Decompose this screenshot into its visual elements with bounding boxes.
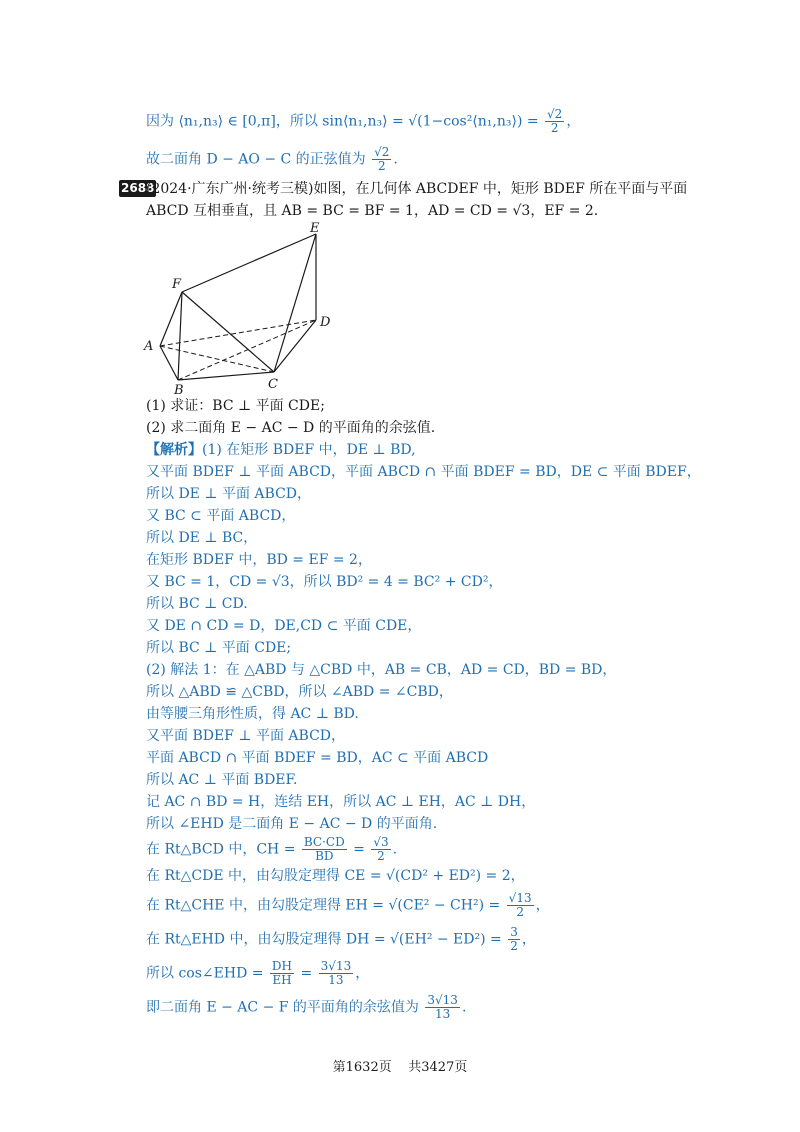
solution-s16: 所以 AC ⊥ 平面 BDEF.	[146, 772, 298, 788]
question-1: (1) 求证：BC ⊥ 平面 CDE;	[146, 398, 325, 414]
s24-tail: .	[461, 999, 467, 1016]
solution-s22	[146, 926, 536, 953]
problem-line-2: ABCD 互相垂直，且 AB = BC = BF = 1，AD = CD = √3，EF = 2.	[146, 203, 599, 219]
solution-s18: 所以 ∠EHD 是二面角 E − AC − D 的平面角.	[146, 816, 438, 832]
top-line-1	[146, 108, 580, 135]
s23-text: 所以 cos∠EHD =	[146, 965, 268, 982]
fraction-numerator: √2	[374, 145, 390, 159]
edge-EC	[274, 234, 316, 372]
solution-s23	[146, 960, 369, 987]
fraction-numerator: √13	[508, 891, 532, 905]
label-A: A	[144, 339, 154, 354]
edge-FE	[182, 234, 316, 292]
s21-text: 在 Rt△CHE 中，由勾股定理得 EH = √(CE² − CH²) =	[146, 897, 505, 914]
fraction-denominator: 2	[377, 849, 385, 863]
label-B: B	[174, 383, 184, 394]
s19-tail: .	[392, 841, 398, 858]
solution-s6: 在矩形 BDEF 中，BD = EF = 2，	[146, 552, 372, 568]
s19-equals: =	[348, 841, 370, 858]
s23-fraction-2	[319, 960, 354, 987]
label-F: F	[172, 277, 182, 292]
s19-text: 在 Rt△BCD 中，CH =	[146, 841, 300, 858]
solution-s14: 又平面 BDEF ⊥ 平面 ABCD，	[146, 728, 346, 744]
solution-s3: 所以 DE ⊥ 平面 ABCD，	[146, 486, 312, 502]
fraction-numerator: BC·CD	[303, 835, 345, 849]
footer-total-pages: 共3427页	[408, 1060, 468, 1075]
top-line-2	[146, 146, 398, 173]
fraction-denominator: 2	[377, 159, 386, 173]
solution-s11: (2) 解法 1：在 △ABD 与 △CBD 中，AB = CB，AD = CD，BD = BD，	[146, 662, 617, 678]
s21-tail: ，	[535, 897, 550, 914]
solution-s19	[146, 836, 397, 863]
solution-s10: 所以 BC ⊥ 平面 CDE;	[146, 640, 292, 656]
top-line-2-text: 故二面角 D − AO − C 的正弦值为	[146, 151, 371, 168]
edge-FC	[182, 292, 274, 372]
fraction-numerator: 3√13	[427, 993, 458, 1007]
s21-fraction	[507, 892, 534, 919]
fraction-numerator: 3√13	[320, 959, 352, 973]
s19-fraction-2	[371, 836, 390, 863]
solution-s8: 所以 BC ⊥ CD.	[146, 596, 248, 612]
edge-AC-dashed	[160, 346, 274, 372]
solution-s9: 又 DE ∩ CD = D，DE,CD ⊂ 平面 CDE，	[146, 618, 422, 634]
top-line-2-tail: .	[393, 151, 398, 168]
fraction-numerator: √2	[547, 107, 563, 121]
solution-s12: 所以 △ABD ≌ △CBD，所以 ∠ABD = ∠CBD，	[146, 684, 453, 700]
fraction-denominator: 13	[435, 1007, 451, 1021]
solution-s20: 在 Rt△CDE 中，由勾股定理得 CE = √(CD² + ED²) = 2，	[146, 868, 525, 884]
s23-tail: ，	[355, 965, 370, 982]
solution-s2: 又平面 BDEF ⊥ 平面 ABCD，平面 ABCD ∩ 平面 BDEF = BD，DE ⊂ 平面 BDEF，	[146, 464, 701, 480]
top-line-1-tail: ，	[566, 113, 581, 130]
fraction-denominator: 13	[328, 973, 344, 987]
fraction-numerator: 3	[510, 925, 518, 939]
s23-fraction-1	[270, 960, 294, 987]
solution-s24	[146, 994, 466, 1021]
label-E: E	[310, 222, 320, 236]
edge-FA	[160, 292, 182, 346]
solution-s21	[146, 892, 550, 919]
fraction-numerator: √3	[373, 835, 389, 849]
edge-FB	[178, 292, 182, 380]
problem-number-badge: 2688	[121, 181, 155, 195]
fraction-denominator: 2	[510, 939, 518, 953]
s22-tail: ，	[521, 931, 536, 948]
solution-s1: (1) 在矩形 BDEF 中，DE ⊥ BD,	[202, 442, 416, 458]
solution-s15: 平面 ABCD ∩ 平面 BDEF = BD，AC ⊂ 平面 ABCD	[146, 750, 489, 766]
page-footer	[0, 1056, 800, 1075]
top-line-1-fraction	[545, 108, 564, 135]
question-2: (2) 求二面角 E − AC − D 的平面角的余弦值.	[146, 420, 436, 436]
edge-BC	[178, 372, 274, 380]
fraction-numerator: DH	[271, 959, 293, 973]
solution-line-1	[146, 440, 416, 460]
s23-equals: =	[296, 965, 317, 982]
fraction-denominator: EH	[272, 973, 292, 987]
label-C: C	[268, 377, 278, 392]
solution-s7: 又 BC = 1，CD = √3，所以 BD² = 4 = BC² + CD²，	[146, 574, 503, 590]
s24-text: 即二面角 E − AC − F 的平面角的余弦值为	[146, 999, 424, 1016]
top-line-1-text: 因为 ⟨n₁,n₃⟩ ∈ [0,π]，所以 sin⟨n₁,n₃⟩ = √(1−cos²⟨n₁,n₃⟩) =	[146, 113, 544, 130]
fraction-denominator: 2	[550, 121, 559, 135]
top-line-2-fraction	[372, 146, 391, 173]
s24-fraction	[425, 994, 460, 1021]
edge-CD	[274, 320, 316, 372]
solution-s4: 又 BC ⊂ 平面 ABCD，	[146, 508, 296, 524]
edge-AD-dashed	[160, 320, 316, 346]
solution-s17: 记 AC ∩ BD = H，连结 EH，所以 AC ⊥ EH，AC ⊥ DH，	[146, 794, 536, 810]
edge-AB	[160, 346, 178, 380]
edge-BD-dashed	[178, 320, 316, 380]
geometry-figure	[140, 222, 340, 394]
footer-page-number: 第1632页	[332, 1060, 392, 1075]
problem-line-1: (2024·广东广州·统考三模)如图，在几何体 ABCDEF 中，矩形 BDEF 所在平面与平面	[146, 181, 688, 197]
fraction-denominator: BD	[315, 849, 334, 863]
label-D: D	[320, 315, 331, 330]
s22-text: 在 Rt△EHD 中，由勾股定理得 DH = √(EH² − ED²) =	[146, 931, 507, 948]
s19-fraction-1	[302, 836, 347, 863]
solution-tag: 【解析】	[146, 442, 202, 458]
solution-s5: 所以 DE ⊥ BC，	[146, 530, 258, 546]
fraction-denominator: 2	[516, 905, 524, 919]
s22-fraction	[508, 926, 520, 953]
solution-s13: 由等腰三角形性质，得 AC ⊥ BD.	[146, 706, 359, 722]
